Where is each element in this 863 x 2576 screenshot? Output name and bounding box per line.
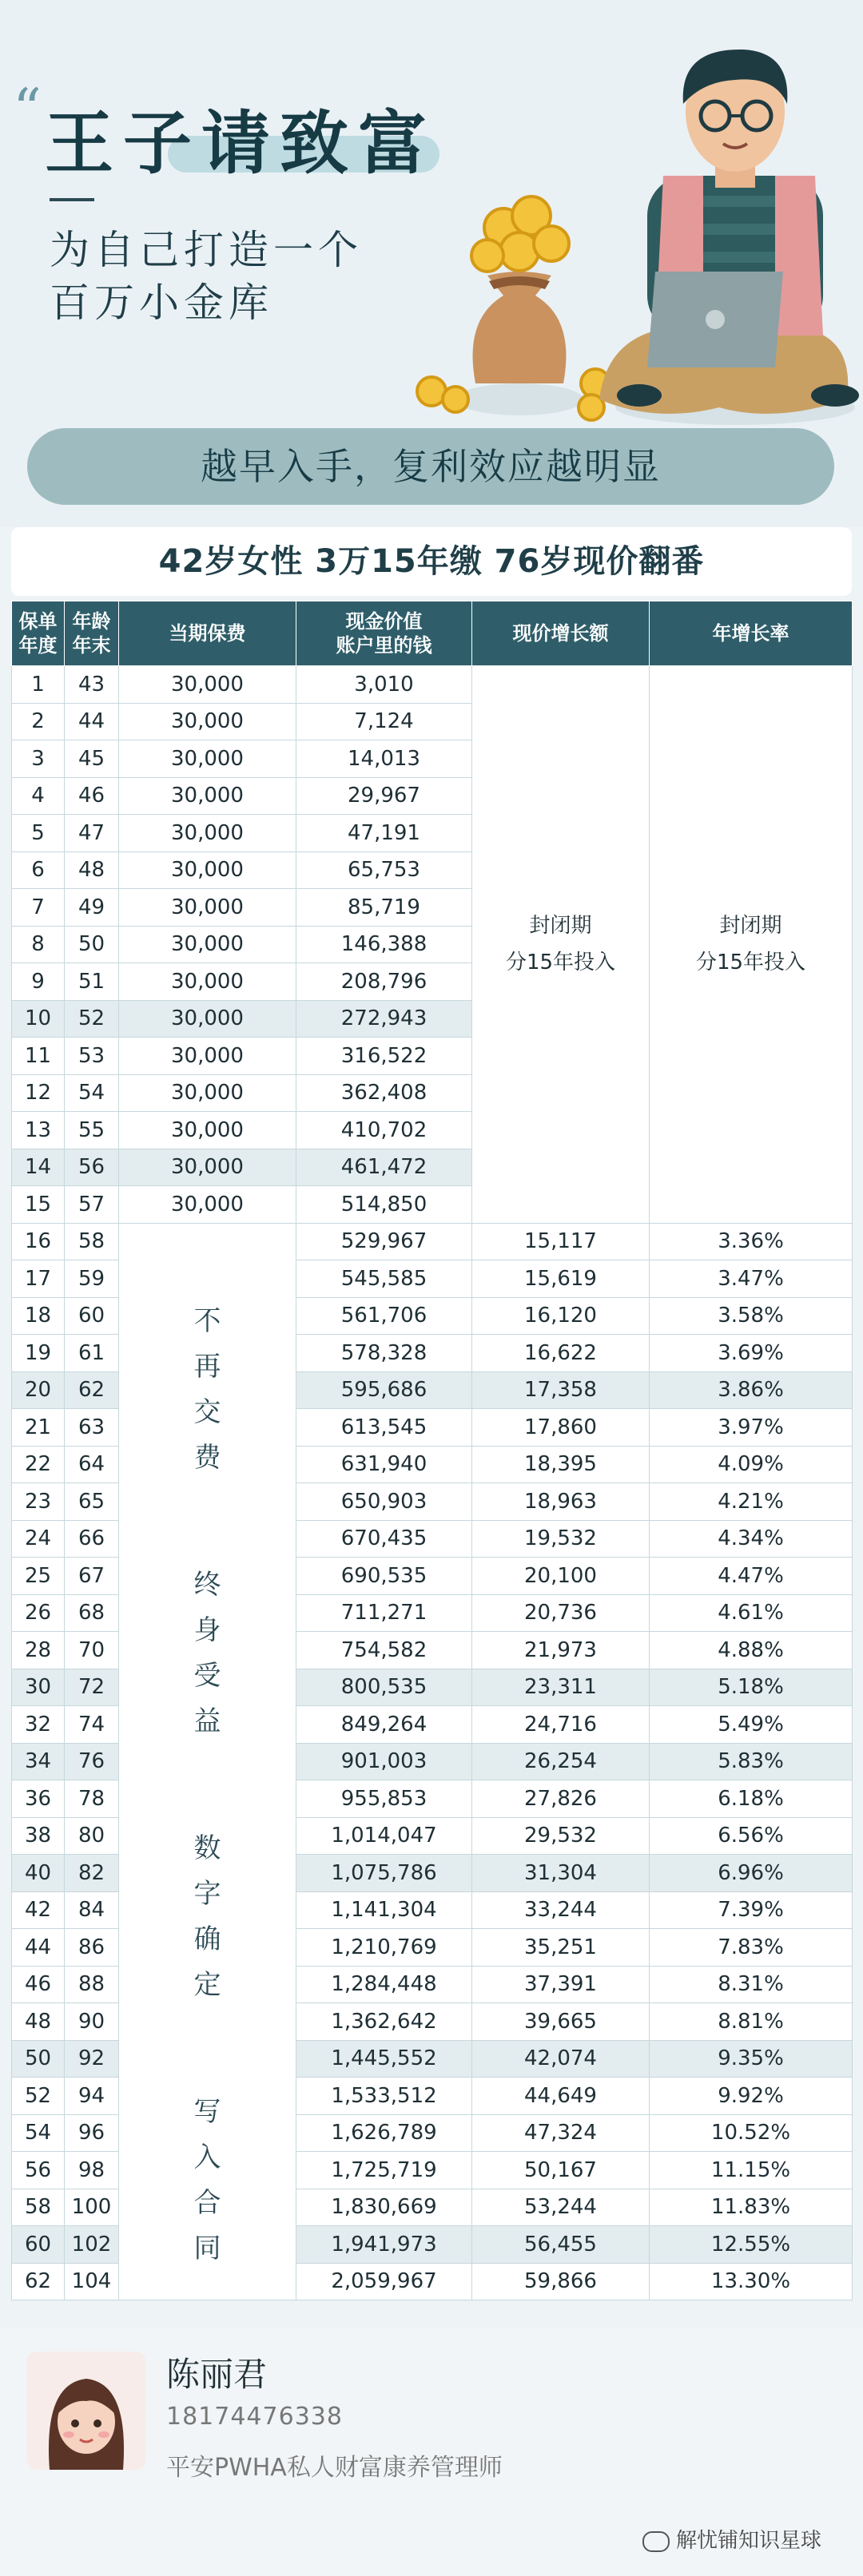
header-age: 年龄 年末 xyxy=(65,601,119,666)
cell-premium: 30,000 xyxy=(119,1149,296,1186)
header-premium: 当期保费 xyxy=(119,601,296,666)
man-with-laptop-illustration xyxy=(400,32,863,447)
cell-rate: 5.49% xyxy=(650,1706,853,1744)
cell-policy-year: 21 xyxy=(12,1409,65,1447)
vertical-phrase xyxy=(192,1562,224,1744)
cell-policy-year: 8 xyxy=(12,926,65,963)
cell-age: 90 xyxy=(65,2003,119,2041)
cell-cash-value: 1,445,552 xyxy=(296,2040,472,2078)
paid-up-vertical-text xyxy=(119,1223,296,2300)
cell-rate: 9.92% xyxy=(650,2078,853,2115)
cell-cash-value: 650,903 xyxy=(296,1483,472,1521)
cell-cash-value: 3,010 xyxy=(296,666,472,704)
cell-growth: 42,074 xyxy=(472,2040,650,2078)
cell-growth: 33,244 xyxy=(472,1891,650,1929)
cell-premium: 30,000 xyxy=(119,666,296,704)
cell-rate: 3.58% xyxy=(650,1297,853,1335)
man-figure xyxy=(599,50,859,425)
cell-premium: 30,000 xyxy=(119,926,296,963)
cell-age: 96 xyxy=(65,2114,119,2152)
cell-rate: 7.83% xyxy=(650,1929,853,1967)
cell-premium: 30,000 xyxy=(119,777,296,815)
cell-policy-year: 50 xyxy=(12,2040,65,2078)
cell-growth: 21,973 xyxy=(472,1632,650,1669)
cell-rate: 5.18% xyxy=(650,1669,853,1706)
cell-cash-value: 65,753 xyxy=(296,851,472,889)
cell-age: 102 xyxy=(65,2226,119,2264)
table-subtitle: 42岁女性 3万15年缴 76岁现价翻番 xyxy=(11,527,852,596)
cell-cash-value: 1,014,047 xyxy=(296,1817,472,1855)
cell-age: 43 xyxy=(65,666,119,704)
cell-policy-year: 26 xyxy=(12,1594,65,1632)
cell-age: 74 xyxy=(65,1706,119,1744)
cell-policy-year: 6 xyxy=(12,851,65,889)
cell-cash-value: 85,719 xyxy=(296,889,472,927)
cell-rate: 13.30% xyxy=(650,2263,853,2300)
closed-period-label: 封闭期 xyxy=(719,914,782,939)
vertical-char: 交 xyxy=(193,1395,221,1428)
agent-name: 陈丽君 xyxy=(166,2355,268,2394)
cell-cash-value: 1,141,304 xyxy=(296,1891,472,1929)
cell-rate: 3.47% xyxy=(650,1260,853,1298)
cell-cash-value: 613,545 xyxy=(296,1409,472,1447)
cell-growth: 24,716 xyxy=(472,1706,650,1744)
cell-growth: 47,324 xyxy=(472,2114,650,2152)
cell-age: 64 xyxy=(65,1446,119,1483)
cell-age: 51 xyxy=(65,963,119,1001)
cell-cash-value: 7,124 xyxy=(296,703,472,740)
cell-rate: 4.61% xyxy=(650,1594,853,1632)
cell-growth: 23,311 xyxy=(472,1669,650,1706)
cell-policy-year: 2 xyxy=(12,703,65,740)
cell-policy-year: 19 xyxy=(12,1335,65,1372)
cell-growth: 20,100 xyxy=(472,1558,650,1595)
cell-growth: 16,622 xyxy=(472,1335,650,1372)
closed-period-growth xyxy=(472,666,650,1224)
closed-period-note: 分15年投入 xyxy=(695,951,806,975)
cell-growth: 35,251 xyxy=(472,1929,650,1967)
cell-policy-year: 54 xyxy=(12,2114,65,2152)
cell-policy-year: 18 xyxy=(12,1297,65,1335)
cell-rate: 6.96% xyxy=(650,1855,853,1892)
agent-title: 平安PWHA私人财富康养管理师 xyxy=(166,2454,503,2482)
cell-policy-year: 52 xyxy=(12,2078,65,2115)
cell-age: 49 xyxy=(65,889,119,927)
cell-policy-year: 40 xyxy=(12,1855,65,1892)
cell-age: 82 xyxy=(65,1855,119,1892)
cell-policy-year: 12 xyxy=(12,1074,65,1112)
cell-growth: 27,826 xyxy=(472,1780,650,1818)
cell-age: 55 xyxy=(65,1112,119,1149)
cell-cash-value: 545,585 xyxy=(296,1260,472,1298)
cell-age: 88 xyxy=(65,1966,119,2003)
vertical-char: 益 xyxy=(193,1705,221,1737)
slogan xyxy=(50,224,363,329)
cell-age: 45 xyxy=(65,740,119,778)
divider-dash xyxy=(50,198,94,201)
cell-policy-year: 23 xyxy=(12,1483,65,1521)
vertical-char: 受 xyxy=(193,1659,221,1692)
cell-cash-value: 316,522 xyxy=(296,1038,472,1075)
cell-age: 78 xyxy=(65,1780,119,1818)
cell-age: 44 xyxy=(65,703,119,740)
cell-growth: 39,665 xyxy=(472,2003,650,2041)
vertical-char: 再 xyxy=(193,1350,221,1383)
money-bag-icon xyxy=(417,196,610,420)
cell-cash-value: 1,830,669 xyxy=(296,2189,472,2226)
cell-cash-value: 1,284,448 xyxy=(296,1966,472,2003)
cell-cash-value: 2,059,967 xyxy=(296,2263,472,2300)
header-growth: 现价增长额 xyxy=(472,601,650,666)
cell-age: 104 xyxy=(65,2263,119,2300)
closed-period-rate xyxy=(650,666,853,1224)
cell-cash-value: 595,686 xyxy=(296,1371,472,1409)
cell-premium: 30,000 xyxy=(119,1074,296,1112)
cell-policy-year: 15 xyxy=(12,1186,65,1224)
cell-age: 60 xyxy=(65,1297,119,1335)
cell-growth: 50,167 xyxy=(472,2152,650,2189)
cell-age: 68 xyxy=(65,1594,119,1632)
cell-policy-year: 38 xyxy=(12,1817,65,1855)
cell-cash-value: 146,388 xyxy=(296,926,472,963)
cell-policy-year: 24 xyxy=(12,1520,65,1558)
quote-mark-icon: “ xyxy=(13,77,42,142)
slogan-banner: 越早入手，复利效应越明显 xyxy=(27,428,834,505)
cell-rate: 4.34% xyxy=(650,1520,853,1558)
cell-rate: 11.83% xyxy=(650,2189,853,2226)
cell-policy-year: 44 xyxy=(12,1929,65,1967)
cell-age: 46 xyxy=(65,777,119,815)
cell-policy-year: 42 xyxy=(12,1891,65,1929)
cell-rate: 10.52% xyxy=(650,2114,853,2152)
vertical-phrase xyxy=(192,2090,224,2272)
cell-growth: 31,304 xyxy=(472,1855,650,1892)
cell-age: 86 xyxy=(65,1929,119,1967)
hero-banner-area xyxy=(0,0,863,527)
cell-rate: 5.83% xyxy=(650,1743,853,1780)
cell-cash-value: 901,003 xyxy=(296,1743,472,1780)
cell-premium: 30,000 xyxy=(119,1186,296,1224)
cell-policy-year: 11 xyxy=(12,1038,65,1075)
vertical-phrase xyxy=(192,1826,224,2008)
cell-growth: 18,395 xyxy=(472,1446,650,1483)
chat-bubble-icon xyxy=(642,2531,670,2552)
cell-age: 84 xyxy=(65,1891,119,1929)
cell-growth: 20,736 xyxy=(472,1594,650,1632)
cell-cash-value: 272,943 xyxy=(296,1000,472,1038)
cell-policy-year: 7 xyxy=(12,889,65,927)
slogan-line-1: 为自己打造一个 xyxy=(50,227,363,273)
vertical-char: 合 xyxy=(193,2186,221,2219)
cell-premium: 30,000 xyxy=(119,703,296,740)
cell-age: 47 xyxy=(65,815,119,852)
cell-premium: 30,000 xyxy=(119,889,296,927)
cell-growth: 26,254 xyxy=(472,1743,650,1780)
cell-rate: 6.18% xyxy=(650,1780,853,1818)
vertical-char: 入 xyxy=(193,2141,221,2173)
cell-age: 76 xyxy=(65,1743,119,1780)
cell-policy-year: 46 xyxy=(12,1966,65,2003)
cell-rate: 4.47% xyxy=(650,1558,853,1595)
cell-cash-value: 14,013 xyxy=(296,740,472,778)
cell-rate: 4.88% xyxy=(650,1632,853,1669)
cell-policy-year: 28 xyxy=(12,1632,65,1669)
cell-age: 72 xyxy=(65,1669,119,1706)
cell-policy-year: 16 xyxy=(12,1223,65,1260)
cell-cash-value: 208,796 xyxy=(296,963,472,1001)
cell-premium: 30,000 xyxy=(119,1000,296,1038)
cell-rate: 7.39% xyxy=(650,1891,853,1929)
cell-policy-year: 1 xyxy=(12,666,65,704)
cell-age: 65 xyxy=(65,1483,119,1521)
watermark xyxy=(642,2524,821,2554)
cell-premium: 30,000 xyxy=(119,963,296,1001)
cell-age: 63 xyxy=(65,1409,119,1447)
cell-cash-value: 1,941,973 xyxy=(296,2226,472,2264)
cell-cash-value: 1,362,642 xyxy=(296,2003,472,2041)
cell-premium: 30,000 xyxy=(119,851,296,889)
cell-growth: 17,358 xyxy=(472,1371,650,1409)
cell-growth: 17,860 xyxy=(472,1409,650,1447)
cell-cash-value: 670,435 xyxy=(296,1520,472,1558)
cell-policy-year: 5 xyxy=(12,815,65,852)
brand-title: 王子请致富 xyxy=(45,104,436,184)
cell-age: 50 xyxy=(65,926,119,963)
table-row xyxy=(12,666,853,704)
cell-age: 52 xyxy=(65,1000,119,1038)
cell-rate: 3.36% xyxy=(650,1223,853,1260)
cell-rate: 3.86% xyxy=(650,1371,853,1409)
table-row xyxy=(12,1223,853,1260)
cell-policy-year: 62 xyxy=(12,2263,65,2300)
agent-phone[interactable]: 18174476338 xyxy=(166,2403,343,2431)
cell-cash-value: 529,967 xyxy=(296,1223,472,1260)
cell-policy-year: 20 xyxy=(12,1371,65,1409)
cell-policy-year: 10 xyxy=(12,1000,65,1038)
cell-policy-year: 48 xyxy=(12,2003,65,2041)
cell-rate: 9.35% xyxy=(650,2040,853,2078)
cell-growth: 59,866 xyxy=(472,2263,650,2300)
cell-cash-value: 1,210,769 xyxy=(296,1929,472,1967)
header-rate: 年增长率 xyxy=(650,601,853,666)
cell-age: 70 xyxy=(65,1632,119,1669)
laptop-icon xyxy=(647,272,783,367)
cell-cash-value: 47,191 xyxy=(296,815,472,852)
cell-growth: 53,244 xyxy=(472,2189,650,2226)
vertical-char: 同 xyxy=(193,2232,221,2264)
avatar-girl-icon xyxy=(27,2352,145,2470)
cell-policy-year: 58 xyxy=(12,2189,65,2226)
vertical-char: 费 xyxy=(193,1441,221,1474)
cell-age: 100 xyxy=(65,2189,119,2226)
cell-policy-year: 13 xyxy=(12,1112,65,1149)
vertical-phrase xyxy=(192,1299,224,1481)
vertical-char: 数 xyxy=(193,1832,221,1864)
cell-premium: 30,000 xyxy=(119,1038,296,1075)
table-header-row xyxy=(12,601,853,666)
cell-growth: 15,117 xyxy=(472,1223,650,1260)
cell-cash-value: 955,853 xyxy=(296,1780,472,1818)
cell-age: 48 xyxy=(65,851,119,889)
cell-policy-year: 36 xyxy=(12,1780,65,1818)
watermark-text: 解忧铺知识星球 xyxy=(676,2529,822,2553)
cell-policy-year: 32 xyxy=(12,1706,65,1744)
avatar xyxy=(27,2352,145,2470)
cell-age: 54 xyxy=(65,1074,119,1112)
cell-cash-value: 849,264 xyxy=(296,1706,472,1744)
cell-cash-value: 1,725,719 xyxy=(296,2152,472,2189)
cell-cash-value: 362,408 xyxy=(296,1074,472,1112)
header-policy-year: 保单 年度 xyxy=(12,601,65,666)
cell-cash-value: 754,582 xyxy=(296,1632,472,1669)
cell-rate: 4.21% xyxy=(650,1483,853,1521)
cell-policy-year: 4 xyxy=(12,777,65,815)
cell-rate: 6.56% xyxy=(650,1817,853,1855)
cell-age: 92 xyxy=(65,2040,119,2078)
cell-policy-year: 22 xyxy=(12,1446,65,1483)
cell-age: 62 xyxy=(65,1371,119,1409)
cell-policy-year: 34 xyxy=(12,1743,65,1780)
vertical-char: 字 xyxy=(193,1877,221,1910)
cell-policy-year: 14 xyxy=(12,1149,65,1186)
cell-growth: 56,455 xyxy=(472,2226,650,2264)
cell-cash-value: 410,702 xyxy=(296,1112,472,1149)
cell-age: 59 xyxy=(65,1260,119,1298)
cell-premium: 30,000 xyxy=(119,815,296,852)
cell-age: 98 xyxy=(65,2152,119,2189)
cell-policy-year: 25 xyxy=(12,1558,65,1595)
cell-rate: 4.09% xyxy=(650,1446,853,1483)
cell-cash-value: 578,328 xyxy=(296,1335,472,1372)
cell-cash-value: 514,850 xyxy=(296,1186,472,1224)
cell-cash-value: 711,271 xyxy=(296,1594,472,1632)
vertical-char: 确 xyxy=(193,1923,221,1955)
cell-cash-value: 1,626,789 xyxy=(296,2114,472,2152)
cell-policy-year: 56 xyxy=(12,2152,65,2189)
cell-premium: 30,000 xyxy=(119,1112,296,1149)
cell-policy-year: 9 xyxy=(12,963,65,1001)
cell-growth: 15,619 xyxy=(472,1260,650,1298)
vertical-char: 不 xyxy=(193,1304,221,1337)
cell-cash-value: 800,535 xyxy=(296,1669,472,1706)
vertical-char: 身 xyxy=(193,1613,221,1646)
cell-rate: 3.97% xyxy=(650,1409,853,1447)
cell-cash-value: 29,967 xyxy=(296,777,472,815)
cell-cash-value: 631,940 xyxy=(296,1446,472,1483)
cell-growth: 19,532 xyxy=(472,1520,650,1558)
cell-age: 94 xyxy=(65,2078,119,2115)
cell-rate: 8.81% xyxy=(650,2003,853,2041)
cell-age: 58 xyxy=(65,1223,119,1260)
cell-age: 56 xyxy=(65,1149,119,1186)
cell-policy-year: 60 xyxy=(12,2226,65,2264)
cell-growth: 18,963 xyxy=(472,1483,650,1521)
cell-policy-year: 30 xyxy=(12,1669,65,1706)
cell-policy-year: 17 xyxy=(12,1260,65,1298)
cell-age: 57 xyxy=(65,1186,119,1224)
cell-growth: 44,649 xyxy=(472,2078,650,2115)
vertical-char: 定 xyxy=(193,1968,221,2001)
cell-rate: 11.15% xyxy=(650,2152,853,2189)
closed-period-label: 封闭期 xyxy=(529,914,592,939)
cell-rate: 3.69% xyxy=(650,1335,853,1372)
cell-age: 61 xyxy=(65,1335,119,1372)
cell-growth: 16,120 xyxy=(472,1297,650,1335)
cell-policy-year: 3 xyxy=(12,740,65,778)
cell-cash-value: 1,075,786 xyxy=(296,1855,472,1892)
cell-rate: 8.31% xyxy=(650,1966,853,2003)
cell-cash-value: 561,706 xyxy=(296,1297,472,1335)
cash-value-table xyxy=(11,601,853,2300)
cell-age: 66 xyxy=(65,1520,119,1558)
cell-age: 53 xyxy=(65,1038,119,1075)
cell-growth: 29,532 xyxy=(472,1817,650,1855)
header-cash-value: 现金价值 账户里的钱 xyxy=(296,601,472,666)
closed-period-note: 分15年投入 xyxy=(505,951,616,975)
vertical-char: 写 xyxy=(193,2095,221,2128)
cell-age: 80 xyxy=(65,1817,119,1855)
cell-age: 67 xyxy=(65,1558,119,1595)
cell-cash-value: 461,472 xyxy=(296,1149,472,1186)
cell-growth: 37,391 xyxy=(472,1966,650,2003)
cell-premium: 30,000 xyxy=(119,740,296,778)
vertical-char: 终 xyxy=(193,1568,221,1601)
cell-rate: 12.55% xyxy=(650,2226,853,2264)
cell-cash-value: 690,535 xyxy=(296,1558,472,1595)
cell-cash-value: 1,533,512 xyxy=(296,2078,472,2115)
slogan-line-2: 百万小金库 xyxy=(50,280,273,326)
